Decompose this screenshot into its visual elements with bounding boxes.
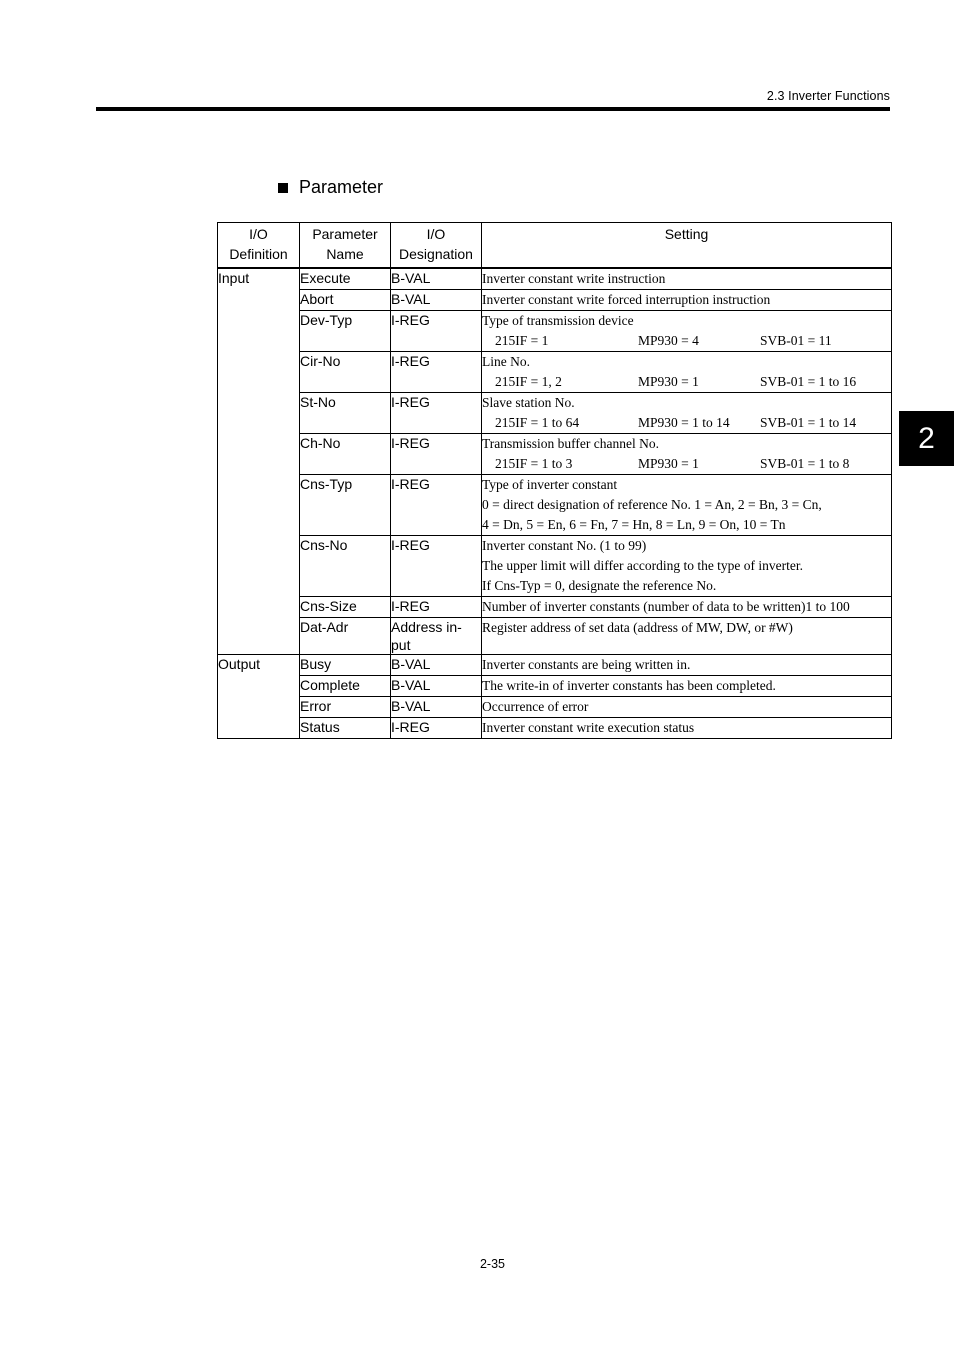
chapter-tab: 2: [899, 411, 954, 466]
param-name: Dat-Adr: [300, 618, 391, 655]
table-row: [218, 655, 892, 676]
header-io-definition: I/O Definition: [218, 223, 300, 269]
table-header-row: [218, 223, 892, 269]
running-header: 2.3 Inverter Functions: [766, 89, 890, 103]
param-setting: Type of inverter constant 0 = direct designation of reference No. 1 = An, 2 = Bn, 3 = Cn, 4 = Dn, 5 = En, 6 = Fn, 7 = Hn, 8 = Ln, 9 = On, 10 = Tn: [482, 475, 892, 536]
param-setting: Line No. 215IF = 1, 2 MP930 = 1 SVB-01 = 1 to 16: [482, 352, 892, 393]
param-designation: I-REG: [391, 718, 482, 739]
table-row: [218, 311, 892, 352]
param-setting: Slave station No. 215IF = 1 to 64 MP930 = 1 to 14 SVB-01 = 1 to 14: [482, 393, 892, 434]
header-parameter-name: Parameter Name: [300, 223, 391, 269]
param-designation: I-REG: [391, 434, 482, 475]
param-name: St-No: [300, 393, 391, 434]
param-designation: I-REG: [391, 311, 482, 352]
param-setting: Transmission buffer channel No. 215IF = 1 to 3 MP930 = 1 SVB-01 = 1 to 8: [482, 434, 892, 475]
param-name: Cns-Typ: [300, 475, 391, 536]
param-designation: B-VAL: [391, 676, 482, 697]
header-io-designation: I/O Designation: [391, 223, 482, 269]
parameter-table: [217, 222, 892, 739]
section-title: Parameter: [299, 177, 384, 197]
param-setting: Occurrence of error: [482, 697, 892, 718]
header-rule: [96, 107, 890, 111]
param-designation: I-REG: [391, 536, 482, 597]
param-designation: B-VAL: [391, 290, 482, 311]
param-name: Complete: [300, 676, 391, 697]
param-setting: Inverter constant No. (1 to 99) The upper limit will differ according to the type of inverter. If Cns-Typ = 0, designate the reference No.: [482, 536, 892, 597]
param-designation: B-VAL: [391, 268, 482, 290]
table-row: [218, 718, 892, 739]
param-designation: B-VAL: [391, 697, 482, 718]
square-bullet-icon: [278, 183, 288, 193]
param-designation: Address in- put: [391, 618, 482, 655]
param-designation: I-REG: [391, 597, 482, 618]
param-name: Execute: [300, 268, 391, 290]
table-row: [218, 434, 892, 475]
param-name: Cir-No: [300, 352, 391, 393]
param-designation: B-VAL: [391, 655, 482, 676]
table-row: [218, 393, 892, 434]
param-name: Dev-Typ: [300, 311, 391, 352]
param-name: Status: [300, 718, 391, 739]
param-name: Cns-Size: [300, 597, 391, 618]
param-setting: Inverter constant write forced interruption instruction: [482, 290, 892, 311]
table-row: [218, 697, 892, 718]
table-row: [218, 597, 892, 618]
param-name: Error: [300, 697, 391, 718]
param-designation: I-REG: [391, 352, 482, 393]
param-setting: Inverter constant write execution status: [482, 718, 892, 739]
table-row: [218, 290, 892, 311]
param-designation: I-REG: [391, 475, 482, 536]
param-name: Busy: [300, 655, 391, 676]
table-row: [218, 475, 892, 536]
param-setting: Type of transmission device 215IF = 1 MP930 = 4 SVB-01 = 11: [482, 311, 892, 352]
param-designation: I-REG: [391, 393, 482, 434]
device-values: 215IF = 1, 2 MP930 = 1 SVB-01 = 1 to 16: [495, 374, 857, 389]
device-values: 215IF = 1 to 64 MP930 = 1 to 14 SVB-01 = 1 to 14: [495, 415, 857, 430]
param-name: Ch-No: [300, 434, 391, 475]
table-row: [218, 352, 892, 393]
section-heading: [278, 177, 383, 198]
page-number: 2-35: [479, 1257, 506, 1271]
param-setting: Register address of set data (address of MW, DW, or #W): [482, 618, 892, 655]
param-name: Cns-No: [300, 536, 391, 597]
param-name: Abort: [300, 290, 391, 311]
group-input: Input: [218, 268, 300, 655]
table-row: [218, 268, 892, 290]
device-values: 215IF = 1 MP930 = 4 SVB-01 = 11: [495, 333, 832, 348]
group-output: Output: [218, 655, 300, 739]
param-setting: Inverter constant write instruction: [482, 268, 892, 290]
param-setting: Number of inverter constants (number of data to be written)1 to 100: [482, 597, 892, 618]
table-row: [218, 676, 892, 697]
device-values: 215IF = 1 to 3 MP930 = 1 SVB-01 = 1 to 8: [495, 456, 850, 471]
param-setting: Inverter constants are being written in.: [482, 655, 892, 676]
header-setting: Setting: [482, 223, 892, 269]
table-row: [218, 618, 892, 655]
param-setting: The write-in of inverter constants has been completed.: [482, 676, 892, 697]
table-row: [218, 536, 892, 597]
